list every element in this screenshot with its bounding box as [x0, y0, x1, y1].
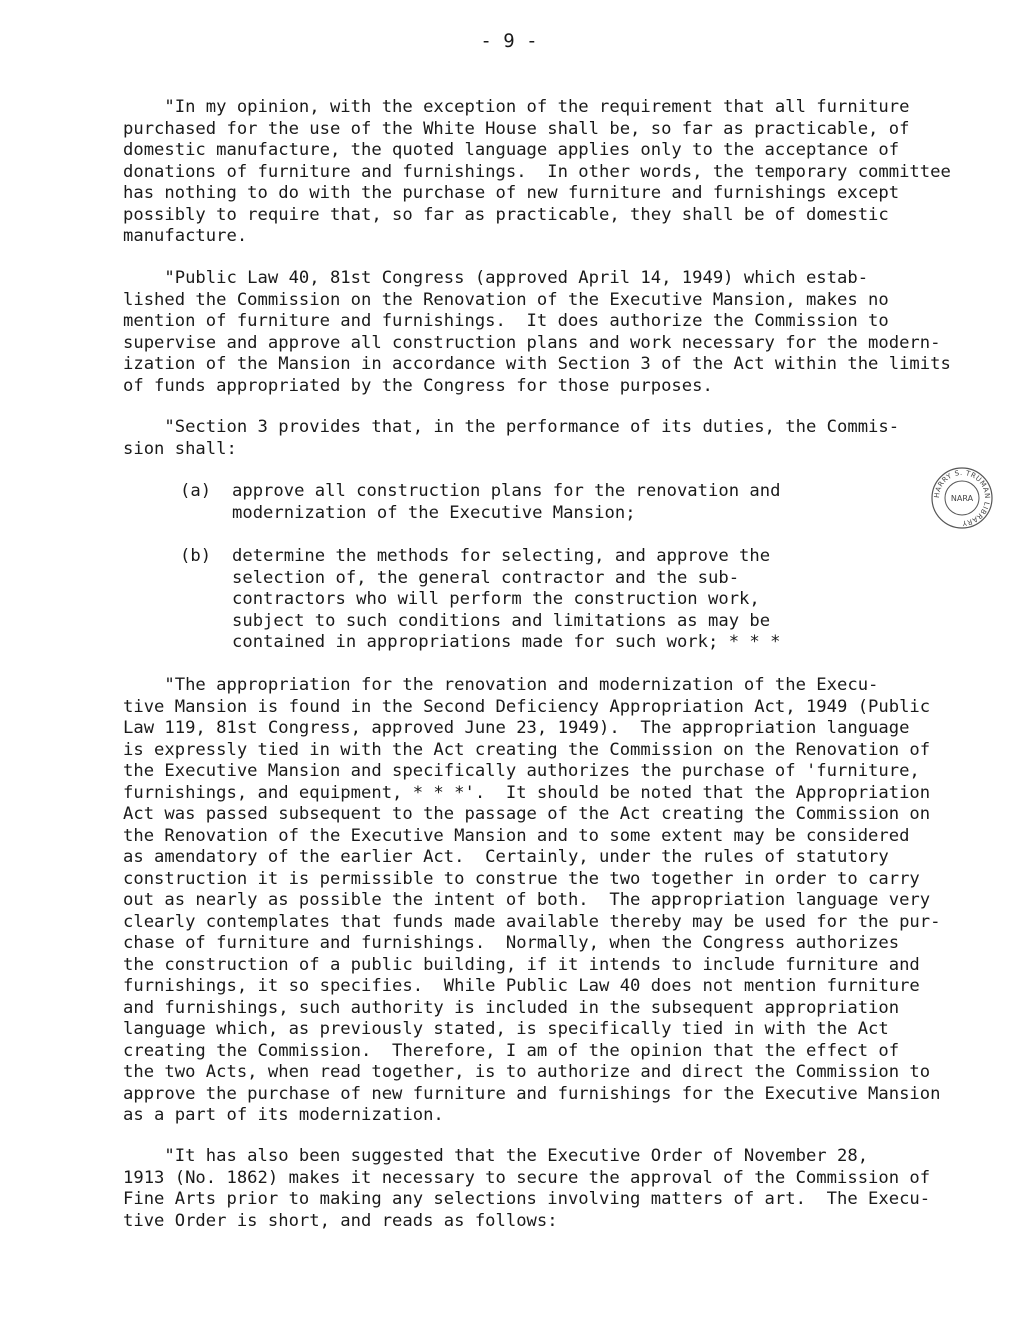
- text-line: approve all construction plans for the renovation and: [232, 481, 781, 501]
- text-line: manufacture.: [123, 226, 248, 246]
- library-stamp: [930, 466, 994, 530]
- text-line: language which, as previously stated, is specifically tied in with the Act: [123, 1019, 889, 1039]
- text-line: is expressly tied in with the Act creating the Commission on the Renovation of: [123, 739, 931, 760]
- text-line: the construction of a public building, if it intends to include furniture and: [123, 954, 920, 975]
- text-line: contractors who will perform the construction work,: [232, 589, 760, 609]
- text-line: mention of furniture and furnishings. It does authorize the Commission to: [123, 311, 889, 331]
- text-line: clearly contemplates that funds made available thereby may be used for the pur-: [123, 911, 941, 932]
- paragraph-5: [123, 1146, 953, 1232]
- text-line: lished the Commission on the Renovation of the Executive Mansion, makes no: [123, 289, 889, 310]
- text-line: "Section 3 provides that, in the performance of its duties, the Commis-: [123, 417, 900, 437]
- text-line: contained in appropriations made for such work; * * *: [232, 632, 781, 652]
- page-number: - 9 -: [480, 30, 538, 52]
- text-line: Fine Arts prior to making any selections involving matters of art. The Execu-: [123, 1189, 931, 1209]
- text-line: the Renovation of the Executive Mansion and to some extent may be considered: [123, 825, 910, 846]
- text-line: purchased for the use of the White House shall be, so far as practicable, of: [123, 118, 910, 139]
- text-line: subject to such conditions and limitations as may be: [232, 610, 771, 631]
- text-line: approve the purchase of new furniture and furnishings for the Executive Mansion: [123, 1083, 941, 1104]
- paragraph-3: [123, 417, 953, 460]
- paragraph-2: [123, 268, 953, 397]
- text-line: modernization of the Executive Mansion;: [232, 502, 636, 523]
- text-line: tive Order is short, and reads as follows:: [123, 1210, 558, 1231]
- text-line: donations of furniture and furnishings. In other words, the temporary committee: [123, 161, 951, 182]
- text-line: "It has also been suggested that the Executive Order of November 28,: [123, 1146, 869, 1166]
- text-line: the Executive Mansion and specifically authorizes the purchase of 'furniture,: [123, 761, 920, 781]
- text-line: Law 119, 81st Congress, approved June 23, 1949). The appropriation language: [123, 718, 910, 738]
- stamp-ring-text: HARRY S. TRUMAN LIBRARY: [932, 468, 992, 528]
- list-label: (a): [180, 481, 212, 501]
- text-line: tive Mansion is found in the Second Deficiency Appropriation Act, 1949 (Public: [123, 696, 931, 717]
- library-seal-icon: [930, 466, 994, 530]
- text-line: domestic manufacture, the quoted language applies only to the acceptance of: [123, 140, 900, 160]
- text-line: the two Acts, when read together, is to authorize and direct the Commission to: [123, 1062, 931, 1082]
- paragraph-4: [123, 675, 953, 1127]
- text-line: construction it is permissible to construe the two together in order to carry: [123, 868, 920, 889]
- text-line: possibly to require that, so far as practicable, they shall be of domestic: [123, 204, 889, 225]
- text-line: sion shall:: [123, 438, 237, 459]
- text-line: has nothing to do with the purchase of new furniture and furnishings except: [123, 183, 900, 203]
- text-line: and furnishings, such authority is included in the subsequent appropriation: [123, 997, 900, 1018]
- text-line: supervise and approve all construction plans and work necessary for the modern-: [123, 332, 941, 353]
- text-line: of funds appropriated by the Congress for those purposes.: [123, 375, 713, 396]
- text-line: ization of the Mansion in accordance with Section 3 of the Act within the limits: [123, 354, 951, 374]
- text-line: "In my opinion, with the exception of the requirement that all furniture: [123, 97, 910, 117]
- text-line: furnishings, and equipment, * * *'. It should be noted that the Appropriation: [123, 782, 931, 803]
- text-line: creating the Commission. Therefore, I am of the opinion that the effect of: [123, 1040, 900, 1061]
- text-line: as a part of its modernization.: [123, 1105, 444, 1125]
- text-line: selection of, the general contractor and the sub-: [232, 567, 740, 588]
- text-line: 1913 (No. 1862) makes it necessary to secure the approval of the Commission of: [123, 1167, 931, 1188]
- text-line: furnishings, it so specifies. While Public Law 40 does not mention furniture: [123, 976, 920, 996]
- text-line: "Public Law 40, 81st Congress (approved April 14, 1949) which estab-: [123, 268, 869, 288]
- text-line: determine the methods for selecting, and approve the: [232, 546, 771, 566]
- stamp-center-text: NARA: [950, 494, 974, 503]
- paragraph-1: [123, 97, 953, 248]
- list-body: [232, 481, 852, 524]
- text-line: out as nearly as possible the intent of both. The appropriation language very: [123, 890, 931, 910]
- text-line: chase of furniture and furnishings. Normally, when the Congress authorizes: [123, 933, 900, 953]
- text-line: Act was passed subsequent to the passage of the Act creating the Commission on: [123, 804, 931, 824]
- list-body: [232, 546, 852, 654]
- text-line: "The appropriation for the renovation and modernization of the Execu-: [123, 675, 879, 695]
- text-line: as amendatory of the earlier Act. Certainly, under the rules of statutory: [123, 847, 889, 867]
- list-label: (b): [180, 546, 212, 566]
